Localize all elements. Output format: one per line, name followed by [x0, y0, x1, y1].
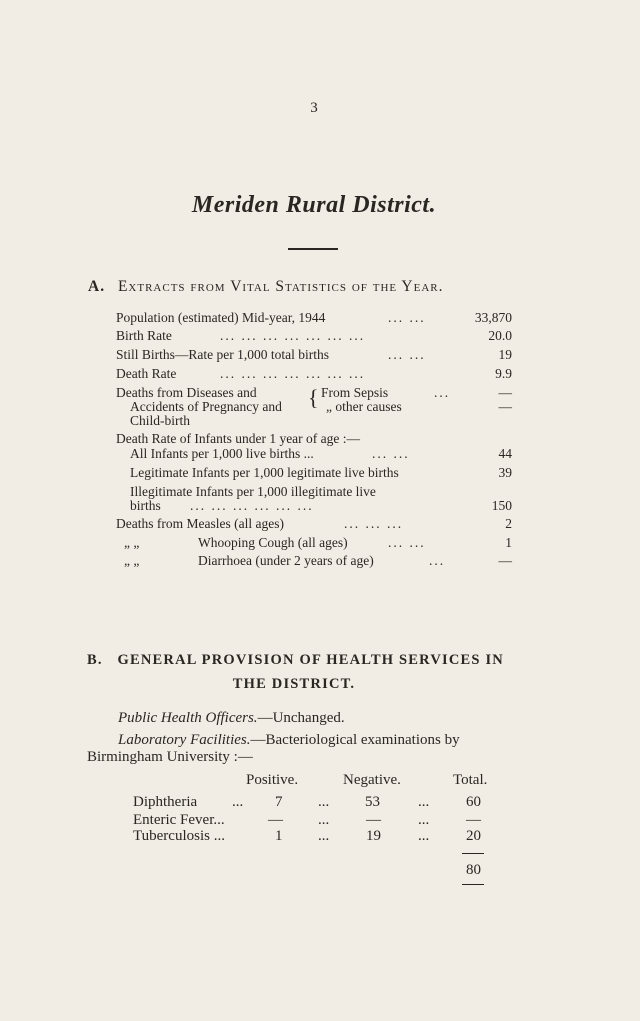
column-header-negative: Negative. [343, 772, 401, 788]
stat-label: Birth Rate [116, 328, 172, 343]
stat-label: Diarrhoea (under 2 years of age) [198, 553, 374, 568]
leader-dots: ... ... [388, 310, 426, 325]
leader-dots: ... ... [372, 446, 410, 461]
leader-dots: ... [232, 794, 244, 810]
positive-value: — [268, 812, 283, 828]
leader-dots: ... [318, 812, 330, 828]
section-b-title-line1: GENERAL PROVISION OF HEALTH SERVICES IN [117, 652, 504, 668]
row-label: Tuberculosis ... [133, 828, 225, 844]
stat-value: — [498, 385, 512, 400]
stat-value: 44 [498, 446, 512, 461]
stat-label: Deaths from Measles (all ages) [116, 516, 284, 531]
total-value: — [466, 812, 481, 828]
infant-row-illegitimate [130, 484, 512, 516]
sum-rule-bottom [462, 884, 484, 885]
stat-value: 19 [498, 347, 512, 362]
maternal-label-line1: Deaths from Diseases and [116, 385, 257, 400]
row-label: Enteric Fever... [133, 812, 225, 828]
table-row [0, 794, 628, 814]
lab-label: Laboratory Facilities. [118, 732, 251, 748]
leader-dots: ... ... ... [344, 516, 404, 531]
brace-icon: { [308, 385, 319, 410]
table-row [0, 828, 628, 848]
stat-label: Legitimate Infants per 1,000 legitimate live births [130, 465, 399, 480]
section-b-letter: B. [87, 652, 103, 668]
ditto-marks: „ „ [124, 535, 140, 550]
total-value: 20 [466, 828, 481, 844]
stat-value: 1 [505, 535, 512, 550]
positive-value: 1 [275, 828, 283, 844]
stat-label-continued: births [130, 498, 161, 513]
section-a-letter: A. [88, 278, 106, 295]
section-a-title: Extracts from Vital Statistics of the Year. [117, 278, 444, 295]
page-title: Meriden Rural District. [191, 192, 437, 218]
column-header-positive: Positive. [246, 772, 299, 788]
total-value: 60 [466, 794, 481, 810]
leader-dots: ... [418, 812, 430, 828]
page-number: 3 [310, 100, 318, 116]
stat-label: Population (estimated) Mid-year, 1944 [116, 310, 326, 325]
lab-paragraph-continued: Birmingham University :— [87, 749, 253, 765]
row-label: Diphtheria [133, 794, 198, 810]
stat-label: All Infants per 1,000 live births ... [130, 446, 314, 461]
leader-dots: ... [429, 553, 446, 568]
maternal-label-line2: Accidents of Pregnancy and [130, 399, 282, 414]
negative-value: 53 [365, 794, 380, 810]
lab-paragraph [118, 732, 460, 749]
title-divider [288, 248, 338, 250]
maternal-cause-other: „ other causes [326, 399, 402, 414]
stat-label: Whooping Cough (all ages) [198, 535, 348, 550]
table-header-row [0, 772, 628, 792]
leader-dots: ... [318, 828, 330, 844]
section-b-title-line2: THE DISTRICT. [232, 676, 356, 692]
leader-dots: ... ... ... ... ... ... ... [220, 328, 366, 343]
leader-dots: ... ... ... ... ... ... [190, 498, 314, 513]
leader-dots: ... ... [388, 535, 426, 550]
grand-total-value: 80 [466, 862, 481, 878]
stat-label: Death Rate [116, 366, 177, 381]
maternal-cause-sepsis: From Sepsis [321, 385, 389, 400]
stat-value: — [498, 553, 512, 568]
leader-dots: ... [434, 385, 451, 400]
positive-value: 7 [275, 794, 283, 810]
public-health-text: —Unchanged. [257, 710, 345, 726]
stat-label: Still Births—Rate per 1,000 total births [116, 347, 329, 362]
stat-value: — [498, 399, 512, 414]
sum-rule [462, 853, 484, 854]
stat-value: 9.9 [495, 366, 512, 381]
negative-value: — [366, 812, 381, 828]
leader-dots: ... [418, 828, 430, 844]
stat-value: 33,870 [474, 310, 512, 325]
stat-value: 39 [498, 465, 512, 480]
maternal-deaths-block [116, 385, 512, 435]
stat-value: 2 [505, 516, 512, 531]
infant-heading: Death Rate of Infants under 1 year of age :— [116, 431, 361, 446]
stat-value: 20.0 [488, 328, 512, 343]
leader-dots: ... ... [388, 347, 426, 362]
lab-text: —Bacteriological examinations by [250, 732, 460, 748]
column-header-total: Total. [453, 772, 488, 788]
leader-dots: ... ... ... ... ... ... ... [220, 366, 366, 381]
public-health-paragraph [118, 710, 345, 727]
leader-dots: ... [418, 794, 430, 810]
public-health-label: Public Health Officers. [118, 710, 258, 726]
stat-value: 150 [491, 498, 512, 513]
maternal-label-line3: Child-birth [130, 413, 190, 428]
stat-label: Illegitimate Infants per 1,000 illegitimate live [130, 484, 376, 499]
negative-value: 19 [366, 828, 381, 844]
leader-dots: ... [318, 794, 330, 810]
section-b-heading [87, 648, 547, 696]
section-a-heading [88, 278, 444, 296]
ditto-marks: „ „ [124, 553, 140, 568]
